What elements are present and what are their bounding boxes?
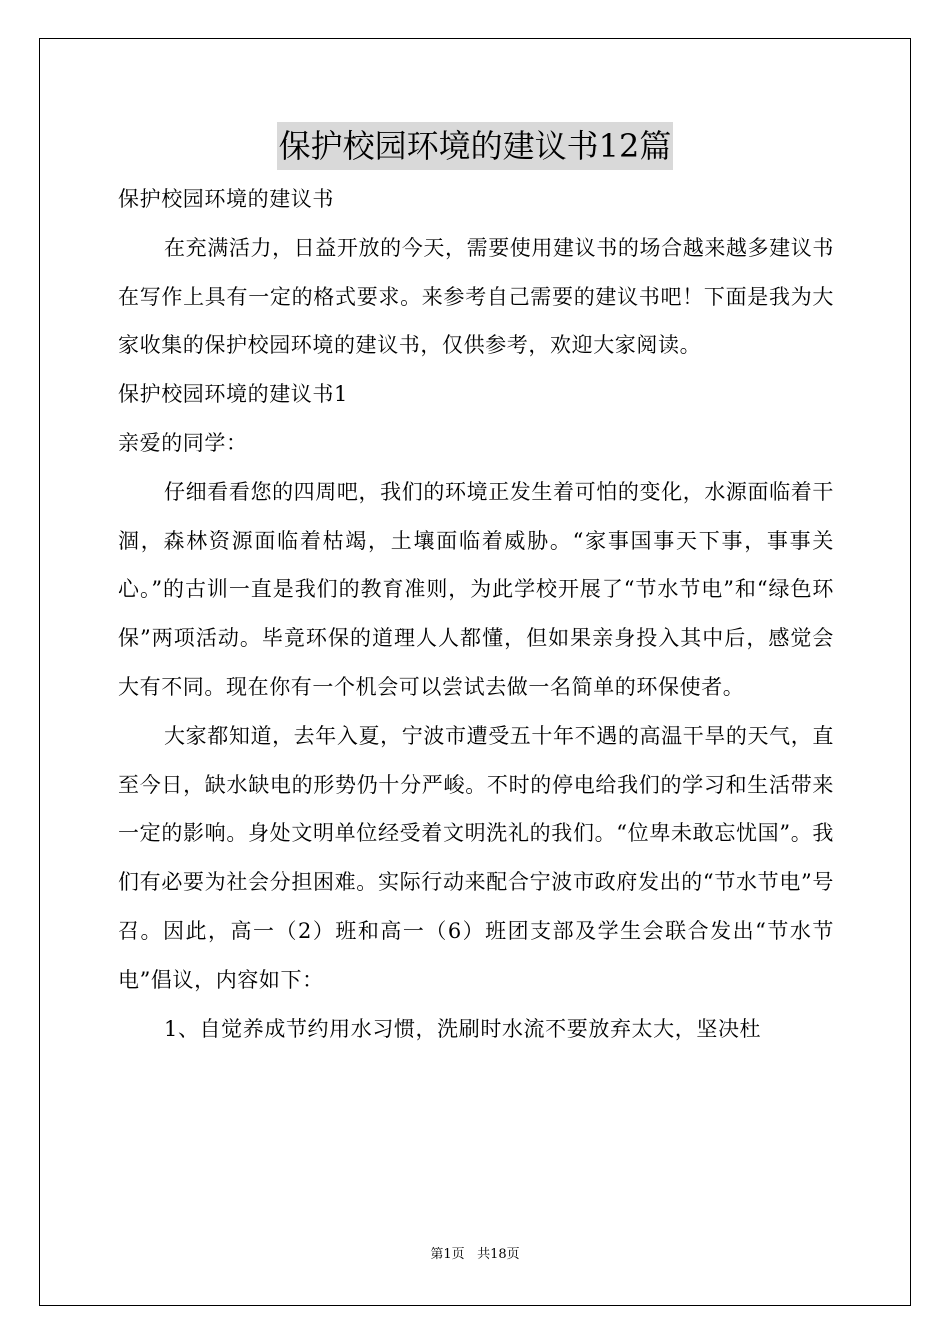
body-paragraph-2: 保护校园环境的建议书1 [118, 382, 348, 407]
body-paragraph-3: 亲爱的同学： [118, 430, 248, 455]
body-paragraph-5: 大家都知道，去年入夏，宁波市遭受五十年不遇的高温干旱的天气，直至今日，缺水缺电的形势仍十分严峻。不时的停电给我们的学习和生活带来一定的影响。身处文明单位经受着文明洗礼的我们。“位卑未敢忘忧国”。我们有必要为社会分担困难。实际行动来配合宁波市政府发出的“节水节电”号召。因此，高一（2）班和高一（6）班团支部及学生会联合发出“节水节电”倡议，内容如下： [118, 723, 834, 992]
page-total: 共18页 [477, 1247, 520, 1262]
body-paragraph-4: 仔细看看您的四周吧，我们的环境正发生着可怕的变化，水源面临着干涸，森林资源面临着枯竭，土壤面临着威胁。“家事国事天下事，事事关心。”的古训一直是我们的教育准则，为此学校开展了“节水节电”和“绿色环保”两项活动。毕竟环保的道理人人都懂，但如果亲身投入其中后，感觉会大有不同。现在你有一个机会可以尝试去做一名简单的环保使者。 [118, 479, 834, 699]
body-paragraph-0: 保护校园环境的建议书 [118, 187, 334, 211]
body-paragraph-1: 在充满活力，日益开放的今天，需要使用建议书的场合越来越多建议书在写作上具有一定的格式要求。来参考自己需要的建议书吧！下面是我为大家收集的保护校园环境的建议书，仅供参考，欢迎大家阅读。 [118, 235, 834, 358]
page-number: 第1页 [430, 1247, 465, 1262]
page-footer [0, 1246, 950, 1264]
document-title: 保护校园环境的建议书12篇 [277, 122, 674, 170]
document-body [118, 175, 834, 1053]
body-paragraph-6: 1、自觉养成节约用水习惯，洗刷时水流不要放弃太大，坚决杜 [164, 1016, 762, 1041]
title-container [0, 122, 950, 170]
